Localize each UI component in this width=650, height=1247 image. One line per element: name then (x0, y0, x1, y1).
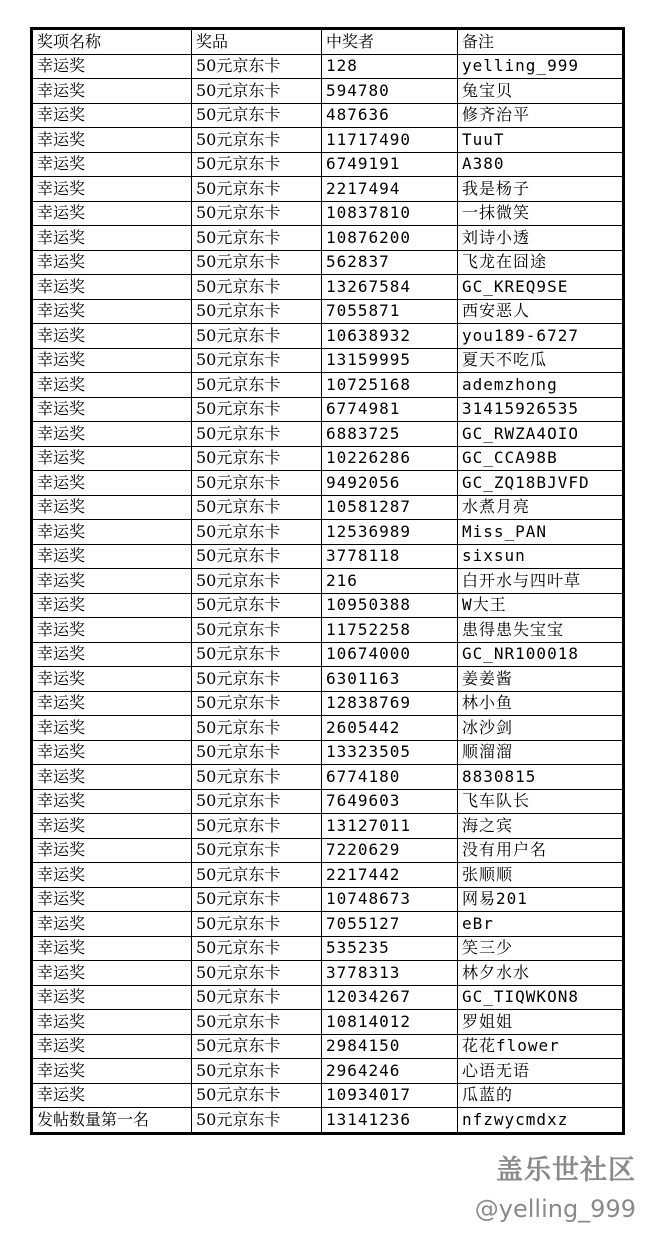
prize-cell: 50元京东卡 (192, 765, 322, 790)
table-row (32, 838, 624, 863)
award-name-cell: 幸运奖 (32, 275, 192, 300)
remark-cell: 没有用户名 (458, 838, 624, 863)
remark-cell: 西安恶人 (458, 299, 624, 324)
prize-cell: 50元京东卡 (192, 422, 322, 447)
award-name-cell: 幸运奖 (32, 520, 192, 545)
table-row (32, 667, 624, 692)
prize-cell: 50元京东卡 (192, 299, 322, 324)
remark-cell: sixsun (458, 544, 624, 569)
remark-cell: A380 (458, 152, 624, 177)
winner-id-cell: 12034267 (322, 985, 458, 1010)
table-row (32, 936, 624, 961)
winner-id-cell: 12838769 (322, 691, 458, 716)
table-row (32, 250, 624, 275)
table-row (32, 177, 624, 202)
award-name-cell: 发帖数量第一名 (32, 1108, 192, 1134)
winner-id-cell: 2984150 (322, 1034, 458, 1059)
prize-cell: 50元京东卡 (192, 593, 322, 618)
remark-cell: 兔宝贝 (458, 79, 624, 104)
prize-cell: 50元京东卡 (192, 642, 322, 667)
remark-cell: ademzhong (458, 373, 624, 398)
award-name-cell: 幸运奖 (32, 1010, 192, 1035)
award-name-cell: 幸运奖 (32, 569, 192, 594)
remark-cell: 修齐治平 (458, 103, 624, 128)
award-name-cell: 幸运奖 (32, 961, 192, 986)
award-name-cell: 幸运奖 (32, 495, 192, 520)
prize-cell: 50元京东卡 (192, 54, 322, 79)
table-row (32, 789, 624, 814)
prize-cell: 50元京东卡 (192, 397, 322, 422)
winner-id-cell: 10226286 (322, 446, 458, 471)
winner-id-cell: 13141236 (322, 1108, 458, 1134)
prize-cell: 50元京东卡 (192, 863, 322, 888)
prize-cell: 50元京东卡 (192, 275, 322, 300)
winner-id-cell: 13323505 (322, 740, 458, 765)
winner-id-cell: 2964246 (322, 1059, 458, 1084)
prize-cell: 50元京东卡 (192, 912, 322, 937)
prize-cell: 50元京东卡 (192, 79, 322, 104)
award-name-cell: 幸运奖 (32, 765, 192, 790)
header-prize: 奖品 (192, 29, 322, 55)
remark-cell: GC_RWZA4OIO (458, 422, 624, 447)
winner-id-cell: 10748673 (322, 887, 458, 912)
award-name-cell: 幸运奖 (32, 863, 192, 888)
remark-cell: 冰沙剑 (458, 716, 624, 741)
prize-cell: 50元京东卡 (192, 103, 322, 128)
remark-cell: 顺溜溜 (458, 740, 624, 765)
winner-id-cell: 10876200 (322, 226, 458, 251)
award-name-cell: 幸运奖 (32, 912, 192, 937)
remark-cell: 我是杨子 (458, 177, 624, 202)
table-row (32, 79, 624, 104)
table-row (32, 912, 624, 937)
remark-cell: 张顺顺 (458, 863, 624, 888)
table-row (32, 985, 624, 1010)
award-name-cell: 幸运奖 (32, 471, 192, 496)
prize-cell: 50元京东卡 (192, 250, 322, 275)
remark-cell: 一抹微笑 (458, 201, 624, 226)
award-name-cell: 幸运奖 (32, 814, 192, 839)
award-name-cell: 幸运奖 (32, 128, 192, 153)
remark-cell: 刘诗小透 (458, 226, 624, 251)
prize-cell: 50元京东卡 (192, 716, 322, 741)
award-name-cell: 幸运奖 (32, 79, 192, 104)
award-name-cell: 幸运奖 (32, 642, 192, 667)
award-name-cell: 幸运奖 (32, 348, 192, 373)
winner-id-cell: 10674000 (322, 642, 458, 667)
winner-id-cell: 9492056 (322, 471, 458, 496)
remark-cell: GC_KREQ9SE (458, 275, 624, 300)
table-row (32, 961, 624, 986)
table-row (32, 618, 624, 643)
remark-cell: 31415926535 (458, 397, 624, 422)
remark-cell: GC_ZQ18BJVFD (458, 471, 624, 496)
table-row (32, 54, 624, 79)
winner-id-cell: 10814012 (322, 1010, 458, 1035)
remark-cell: 飞车队长 (458, 789, 624, 814)
winner-id-cell: 10725168 (322, 373, 458, 398)
award-name-cell: 幸运奖 (32, 54, 192, 79)
winner-id-cell: 7220629 (322, 838, 458, 863)
award-name-cell: 幸运奖 (32, 103, 192, 128)
award-name-cell: 幸运奖 (32, 250, 192, 275)
prize-cell: 50元京东卡 (192, 471, 322, 496)
remark-cell: GC_TIQWKON8 (458, 985, 624, 1010)
winner-id-cell: 10638932 (322, 324, 458, 349)
winner-id-cell: 13267584 (322, 275, 458, 300)
remark-cell: nfzwycmdxz (458, 1108, 624, 1134)
prize-cell: 50元京东卡 (192, 520, 322, 545)
remark-cell: 网易201 (458, 887, 624, 912)
award-name-cell: 幸运奖 (32, 667, 192, 692)
winner-id-cell: 11752258 (322, 618, 458, 643)
winner-id-cell: 7055127 (322, 912, 458, 937)
prize-cell: 50元京东卡 (192, 324, 322, 349)
winner-id-cell: 487636 (322, 103, 458, 128)
winner-id-cell: 2217442 (322, 863, 458, 888)
remark-cell: 飞龙在囧途 (458, 250, 624, 275)
winner-id-cell: 7055871 (322, 299, 458, 324)
award-name-cell: 幸运奖 (32, 1059, 192, 1084)
award-name-cell: 幸运奖 (32, 422, 192, 447)
remark-cell: GC_NR100018 (458, 642, 624, 667)
prize-cell: 50元京东卡 (192, 128, 322, 153)
table-row (32, 740, 624, 765)
table-row (32, 446, 624, 471)
table-row (32, 397, 624, 422)
award-name-cell: 幸运奖 (32, 1034, 192, 1059)
table-row (32, 201, 624, 226)
table-row (32, 128, 624, 153)
prize-cell: 50元京东卡 (192, 789, 322, 814)
table-row (32, 152, 624, 177)
table-row (32, 495, 624, 520)
prize-cell: 50元京东卡 (192, 152, 322, 177)
prize-cell: 50元京东卡 (192, 1059, 322, 1084)
header-remark: 备注 (458, 29, 624, 55)
table-row (32, 569, 624, 594)
winner-id-cell: 10934017 (322, 1083, 458, 1108)
winner-id-cell: 6749191 (322, 152, 458, 177)
remark-cell: 水煮月亮 (458, 495, 624, 520)
remark-cell: yelling_999 (458, 54, 624, 79)
prize-cell: 50元京东卡 (192, 373, 322, 398)
prize-winners-table (30, 27, 625, 1135)
award-name-cell: 幸运奖 (32, 716, 192, 741)
table-row (32, 471, 624, 496)
remark-cell: 心语无语 (458, 1059, 624, 1084)
prize-cell: 50元京东卡 (192, 495, 322, 520)
winner-id-cell: 12536989 (322, 520, 458, 545)
award-name-cell: 幸运奖 (32, 936, 192, 961)
winner-id-cell: 535235 (322, 936, 458, 961)
prize-cell: 50元京东卡 (192, 177, 322, 202)
prize-cell: 50元京东卡 (192, 838, 322, 863)
table-row (32, 1010, 624, 1035)
prize-cell: 50元京东卡 (192, 985, 322, 1010)
table-row (32, 887, 624, 912)
award-name-cell: 幸运奖 (32, 691, 192, 716)
prize-cell: 50元京东卡 (192, 1108, 322, 1134)
prize-cell: 50元京东卡 (192, 1083, 322, 1108)
winner-id-cell: 128 (322, 54, 458, 79)
award-name-cell: 幸运奖 (32, 740, 192, 765)
header-winner: 中奖者 (322, 29, 458, 55)
remark-cell: 花花flower (458, 1034, 624, 1059)
prize-cell: 50元京东卡 (192, 667, 322, 692)
prize-cell: 50元京东卡 (192, 740, 322, 765)
watermark-brand: 盖乐世社区 (496, 1155, 636, 1186)
remark-cell: 林夕水水 (458, 961, 624, 986)
table-row (32, 1034, 624, 1059)
table-row (32, 593, 624, 618)
winner-id-cell: 11717490 (322, 128, 458, 153)
prize-cell: 50元京东卡 (192, 814, 322, 839)
remark-cell: 海之宾 (458, 814, 624, 839)
prize-cell: 50元京东卡 (192, 691, 322, 716)
winner-id-cell: 6774180 (322, 765, 458, 790)
remark-cell: 瓜蓝的 (458, 1083, 624, 1108)
winner-id-cell: 562837 (322, 250, 458, 275)
watermark (475, 1148, 636, 1223)
prize-cell: 50元京东卡 (192, 618, 322, 643)
prize-cell: 50元京东卡 (192, 887, 322, 912)
watermark-handle: @yelling_999 (474, 1195, 636, 1223)
prize-cell: 50元京东卡 (192, 201, 322, 226)
award-name-cell: 幸运奖 (32, 985, 192, 1010)
award-name-cell: 幸运奖 (32, 544, 192, 569)
winner-id-cell: 10837810 (322, 201, 458, 226)
winner-id-cell: 2217494 (322, 177, 458, 202)
prize-cell: 50元京东卡 (192, 348, 322, 373)
table-header-row (32, 29, 624, 55)
winner-id-cell: 13159995 (322, 348, 458, 373)
remark-cell: eBr (458, 912, 624, 937)
prize-cell: 50元京东卡 (192, 961, 322, 986)
winner-id-cell: 3778118 (322, 544, 458, 569)
winner-id-cell: 216 (322, 569, 458, 594)
remark-cell: 白开水与四叶草 (458, 569, 624, 594)
table-row (32, 1059, 624, 1084)
prize-cell: 50元京东卡 (192, 936, 322, 961)
award-name-cell: 幸运奖 (32, 299, 192, 324)
award-name-cell: 幸运奖 (32, 887, 192, 912)
award-name-cell: 幸运奖 (32, 397, 192, 422)
winner-id-cell: 2605442 (322, 716, 458, 741)
prize-cell: 50元京东卡 (192, 544, 322, 569)
table-row (32, 226, 624, 251)
award-name-cell: 幸运奖 (32, 177, 192, 202)
table-row (32, 275, 624, 300)
table-row (32, 422, 624, 447)
table-row (32, 716, 624, 741)
prize-winners-sheet (30, 27, 622, 1135)
award-name-cell: 幸运奖 (32, 789, 192, 814)
prize-cell: 50元京东卡 (192, 569, 322, 594)
header-award-name: 奖项名称 (32, 29, 192, 55)
winner-id-cell: 6883725 (322, 422, 458, 447)
prize-cell: 50元京东卡 (192, 446, 322, 471)
winner-id-cell: 6774981 (322, 397, 458, 422)
table-row (32, 544, 624, 569)
award-name-cell: 幸运奖 (32, 593, 192, 618)
table-row (32, 299, 624, 324)
award-name-cell: 幸运奖 (32, 201, 192, 226)
winner-id-cell: 10581287 (322, 495, 458, 520)
remark-cell: 姜姜酱 (458, 667, 624, 692)
award-name-cell: 幸运奖 (32, 446, 192, 471)
remark-cell: 患得患失宝宝 (458, 618, 624, 643)
remark-cell: 罗姐姐 (458, 1010, 624, 1035)
remark-cell: TuuT (458, 128, 624, 153)
table-row (32, 373, 624, 398)
winner-id-cell: 594780 (322, 79, 458, 104)
winner-id-cell: 6301163 (322, 667, 458, 692)
winner-id-cell: 13127011 (322, 814, 458, 839)
table-row (32, 348, 624, 373)
award-name-cell: 幸运奖 (32, 226, 192, 251)
winner-id-cell: 3778313 (322, 961, 458, 986)
table-row (32, 520, 624, 545)
table-row (32, 863, 624, 888)
table-row (32, 1108, 624, 1134)
table-row (32, 642, 624, 667)
remark-cell: 笑三少 (458, 936, 624, 961)
prize-cell: 50元京东卡 (192, 226, 322, 251)
winner-id-cell: 7649603 (322, 789, 458, 814)
winner-id-cell: 10950388 (322, 593, 458, 618)
remark-cell: GC_CCA98B (458, 446, 624, 471)
remark-cell: Miss_PAN (458, 520, 624, 545)
prize-cell: 50元京东卡 (192, 1034, 322, 1059)
remark-cell: 8830815 (458, 765, 624, 790)
table-row (32, 324, 624, 349)
award-name-cell: 幸运奖 (32, 618, 192, 643)
table-row (32, 691, 624, 716)
award-name-cell: 幸运奖 (32, 838, 192, 863)
remark-cell: you189-6727 (458, 324, 624, 349)
award-name-cell: 幸运奖 (32, 1083, 192, 1108)
award-name-cell: 幸运奖 (32, 324, 192, 349)
table-body (32, 54, 624, 1133)
prize-cell: 50元京东卡 (192, 1010, 322, 1035)
remark-cell: 夏天不吃瓜 (458, 348, 624, 373)
table-row (32, 814, 624, 839)
table-row (32, 103, 624, 128)
table-row (32, 765, 624, 790)
award-name-cell: 幸运奖 (32, 152, 192, 177)
remark-cell: 林小鱼 (458, 691, 624, 716)
award-name-cell: 幸运奖 (32, 373, 192, 398)
table-row (32, 1083, 624, 1108)
remark-cell: W大王 (458, 593, 624, 618)
